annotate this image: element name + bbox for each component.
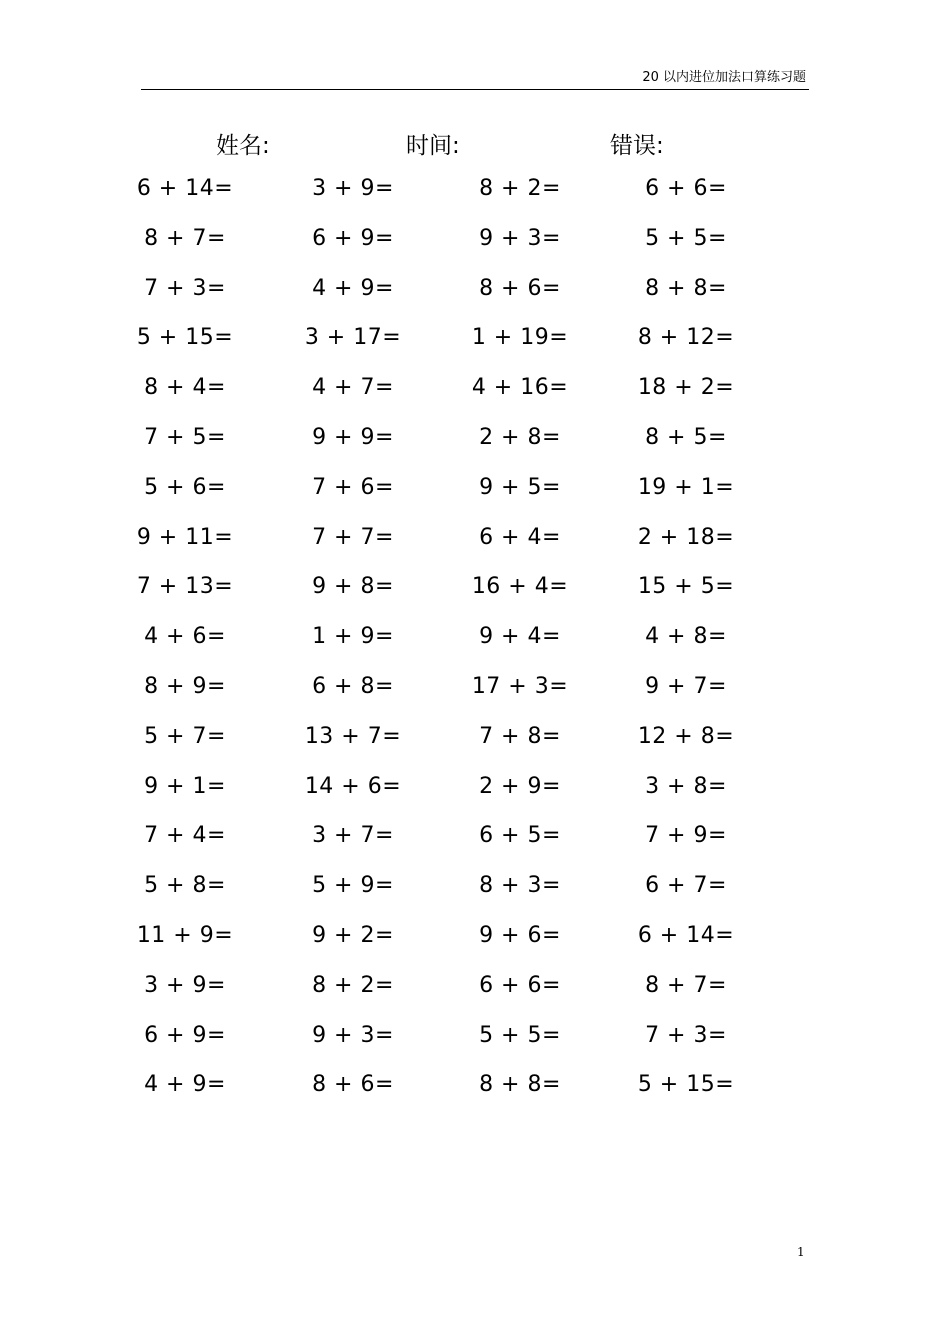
problem-row xyxy=(0,963,950,1013)
problem-item: 2 + 8= xyxy=(479,424,561,450)
problem-item: 19 + 1= xyxy=(637,474,735,500)
problem-row xyxy=(0,813,950,863)
problem-item: 1 + 9= xyxy=(312,624,394,650)
problem-item: 5 + 9= xyxy=(312,873,394,899)
problem-item: 9 + 11= xyxy=(136,524,234,550)
problem-item: 15 + 5= xyxy=(637,574,735,600)
problem-item: 5 + 15= xyxy=(136,325,234,351)
problem-row xyxy=(0,315,950,365)
problem-item: 8 + 4= xyxy=(144,375,226,401)
problem-item: 6 + 5= xyxy=(479,823,561,849)
problem-row xyxy=(0,863,950,913)
problem-item: 9 + 5= xyxy=(479,474,561,500)
problem-item: 4 + 6= xyxy=(144,624,226,650)
problem-item: 7 + 9= xyxy=(645,823,727,849)
problem-item: 7 + 5= xyxy=(144,424,226,450)
problem-item: 9 + 9= xyxy=(312,424,394,450)
problem-item: 8 + 8= xyxy=(645,275,727,301)
problem-row xyxy=(0,465,950,515)
problem-item: 4 + 7= xyxy=(312,375,394,401)
problem-item: 3 + 8= xyxy=(645,773,727,799)
problem-item: 6 + 6= xyxy=(479,972,561,998)
problem-item: 7 + 3= xyxy=(645,1022,727,1048)
problem-item: 7 + 4= xyxy=(144,823,226,849)
name-label: 姓名: xyxy=(216,133,270,159)
problem-item: 7 + 7= xyxy=(312,524,394,550)
header-rule xyxy=(141,89,809,90)
problem-row xyxy=(0,714,950,764)
problem-item: 9 + 7= xyxy=(645,673,727,699)
problem-item: 9 + 6= xyxy=(479,922,561,948)
problem-item: 6 + 14= xyxy=(637,922,735,948)
problem-row xyxy=(0,1013,950,1063)
problem-item: 8 + 7= xyxy=(645,972,727,998)
problem-item: 18 + 2= xyxy=(637,375,735,401)
problem-item: 4 + 9= xyxy=(312,275,394,301)
time-label: 时间: xyxy=(406,133,460,159)
problem-item: 9 + 3= xyxy=(479,225,561,251)
problem-item: 6 + 14= xyxy=(136,176,234,201)
problem-item: 9 + 4= xyxy=(479,624,561,650)
problem-item: 5 + 6= xyxy=(144,474,226,500)
problem-item: 8 + 7= xyxy=(144,225,226,251)
problem-item: 8 + 8= xyxy=(479,1072,561,1098)
problem-row xyxy=(0,1062,950,1112)
problem-item: 11 + 9= xyxy=(136,922,234,948)
problem-row xyxy=(0,266,950,316)
problem-item: 8 + 3= xyxy=(479,873,561,899)
problem-item: 7 + 8= xyxy=(479,723,561,749)
problem-item: 8 + 9= xyxy=(144,673,226,699)
problem-item: 13 + 7= xyxy=(304,723,402,749)
problem-item: 14 + 6= xyxy=(304,773,402,799)
problem-grid xyxy=(0,166,950,1112)
problem-item: 9 + 2= xyxy=(312,922,394,948)
header-title: 20 以内进位加法口算练习题 xyxy=(642,70,806,85)
problem-item: 8 + 6= xyxy=(479,275,561,301)
problem-item: 8 + 2= xyxy=(479,176,561,201)
problem-row xyxy=(0,216,950,266)
problem-item: 9 + 1= xyxy=(144,773,226,799)
problem-item: 3 + 7= xyxy=(312,823,394,849)
problem-item: 3 + 9= xyxy=(144,972,226,998)
page-number: 1 xyxy=(797,1245,805,1259)
errors-label: 错误: xyxy=(610,133,664,159)
problem-item: 6 + 6= xyxy=(645,176,727,201)
problem-row xyxy=(0,664,950,714)
problem-item: 6 + 8= xyxy=(312,673,394,699)
problem-row xyxy=(0,515,950,565)
problem-item: 4 + 16= xyxy=(471,375,569,401)
problem-row xyxy=(0,564,950,614)
problem-row xyxy=(0,365,950,415)
problem-item: 8 + 6= xyxy=(312,1072,394,1098)
problem-item: 8 + 12= xyxy=(637,325,735,351)
problem-item: 5 + 5= xyxy=(479,1022,561,1048)
problem-item: 2 + 9= xyxy=(479,773,561,799)
problem-item: 2 + 18= xyxy=(637,524,735,550)
problem-item: 9 + 8= xyxy=(312,574,394,600)
problem-item: 6 + 9= xyxy=(144,1022,226,1048)
problem-item: 5 + 8= xyxy=(144,873,226,899)
problem-item: 6 + 4= xyxy=(479,524,561,550)
problem-item: 4 + 9= xyxy=(144,1072,226,1098)
problem-item: 17 + 3= xyxy=(471,673,569,699)
problem-row xyxy=(0,166,950,216)
problem-item: 5 + 15= xyxy=(637,1072,735,1098)
problem-item: 7 + 3= xyxy=(144,275,226,301)
problem-item: 12 + 8= xyxy=(637,723,735,749)
problem-item: 8 + 2= xyxy=(312,972,394,998)
problem-item: 9 + 3= xyxy=(312,1022,394,1048)
problem-item: 7 + 6= xyxy=(312,474,394,500)
problem-item: 3 + 17= xyxy=(304,325,402,351)
problem-row xyxy=(0,764,950,814)
problem-item: 4 + 8= xyxy=(645,624,727,650)
problem-item: 5 + 5= xyxy=(645,225,727,251)
problem-item: 6 + 7= xyxy=(645,873,727,899)
problem-row xyxy=(0,614,950,664)
problem-item: 8 + 5= xyxy=(645,424,727,450)
problem-item: 6 + 9= xyxy=(312,225,394,251)
problem-item: 1 + 19= xyxy=(471,325,569,351)
problem-item: 3 + 9= xyxy=(312,176,394,201)
problem-item: 16 + 4= xyxy=(471,574,569,600)
problem-row xyxy=(0,913,950,963)
problem-row xyxy=(0,415,950,465)
problem-item: 5 + 7= xyxy=(144,723,226,749)
problem-item: 7 + 13= xyxy=(136,574,234,600)
